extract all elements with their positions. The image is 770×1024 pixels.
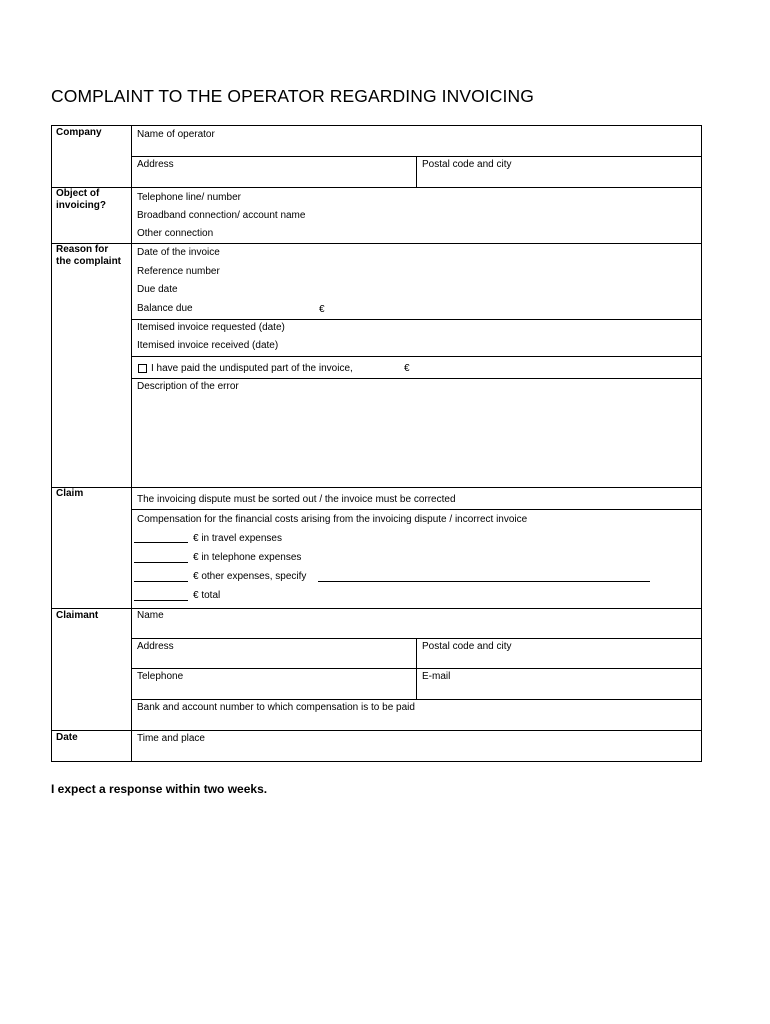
other-amount-input[interactable] xyxy=(134,581,188,582)
time-place-field[interactable]: Time and place xyxy=(137,733,205,744)
error-description-field[interactable]: Description of the error xyxy=(137,381,239,392)
due-date-field[interactable]: Due date xyxy=(137,284,178,295)
section-object-label: Object of invoicing? xyxy=(56,188,106,211)
broadband-field[interactable]: Broadband connection/ account name xyxy=(137,210,306,221)
travel-expenses-label: € in travel expenses xyxy=(193,533,282,544)
section-claimant-label: Claimant xyxy=(56,610,99,621)
column-divider xyxy=(131,126,132,761)
reference-number-field[interactable]: Reference number xyxy=(137,266,220,277)
total-amount-input[interactable] xyxy=(134,600,188,601)
company-postal-city-field[interactable]: Postal code and city xyxy=(422,159,512,170)
telephone-expenses-label: € in telephone expenses xyxy=(193,552,302,563)
paid-undisputed-label: I have paid the undisputed part of the invoice, xyxy=(151,363,353,374)
balance-due-field[interactable]: Balance due xyxy=(137,303,193,314)
section-company-label: Company xyxy=(56,127,102,138)
compensation-claim-option[interactable]: Compensation for the financial costs arising from the invoicing dispute / incorrect invoice xyxy=(137,514,528,525)
total-label: € total xyxy=(193,590,221,601)
claimant-postal-city-field[interactable]: Postal code and city xyxy=(422,641,512,652)
itemised-received-field[interactable]: Itemised invoice received (date) xyxy=(137,340,279,351)
other-connection-field[interactable]: Other connection xyxy=(137,228,214,239)
claimant-address-field[interactable]: Address xyxy=(137,641,174,652)
section-reason-label: Reason for the complaint xyxy=(56,244,122,267)
company-address-field[interactable]: Address xyxy=(137,159,174,170)
other-expenses-label: € other expenses, specify xyxy=(193,571,307,582)
section-date-label: Date xyxy=(56,732,78,743)
paid-undisputed-checkbox[interactable] xyxy=(138,364,147,373)
complaint-form-table xyxy=(51,125,702,762)
invoice-date-field[interactable]: Date of the invoice xyxy=(137,247,220,258)
travel-amount-input[interactable] xyxy=(134,542,188,543)
section-claim-label: Claim xyxy=(56,488,84,499)
claimant-telephone-field[interactable]: Telephone xyxy=(137,671,184,682)
other-expenses-specify-input[interactable] xyxy=(318,581,650,582)
telephone-amount-input[interactable] xyxy=(134,562,188,563)
claimant-email-field[interactable]: E-mail xyxy=(422,671,451,682)
telephone-line-field[interactable]: Telephone line/ number xyxy=(137,192,241,203)
claimant-name-field[interactable]: Name xyxy=(137,610,164,621)
itemised-requested-field[interactable]: Itemised invoice requested (date) xyxy=(137,322,285,333)
response-expectation-note: I expect a response within two weeks. xyxy=(51,782,268,796)
balance-currency: € xyxy=(319,304,325,315)
form-title: COMPLAINT TO THE OPERATOR REGARDING INVOICING xyxy=(51,86,534,106)
bank-account-field[interactable]: Bank and account number to which compensation is to be paid xyxy=(137,702,415,713)
dispute-claim-option[interactable]: The invoicing dispute must be sorted out / the invoice must be corrected xyxy=(137,494,456,505)
operator-name-field[interactable]: Name of operator xyxy=(137,129,215,140)
paid-currency: € xyxy=(404,363,410,374)
